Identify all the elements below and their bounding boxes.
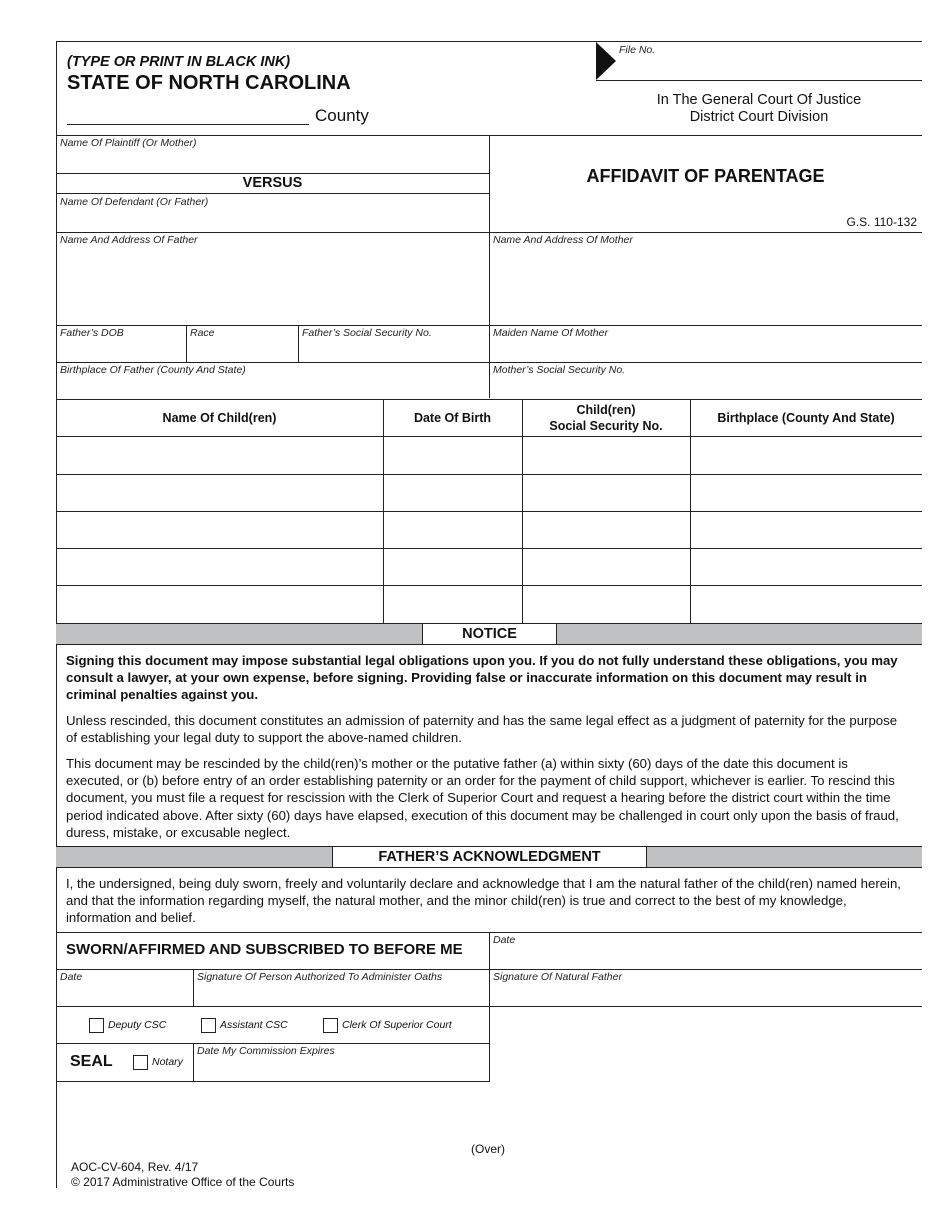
county-field-line[interactable] — [67, 124, 309, 125]
notice-paragraph-3: This document may be rescinded by the child(ren)’s mother or the putative father (a) within sixty (60) days of the date this document is executed, or (b) before entry of an order establishing paternity or an order for the payment of child support, whichever is earlier. To rescind this document, you must file a request for rescission with the Clerk of Superior Court and request a hearing before the district court within the time period indicated above. After sixty (60) days have elapsed, execution of this document may be challenged in court only upon the basis of fraud, duress, mistake, or excusable neglect. — [66, 756, 899, 840]
mother-ssn-label: Mother’s Social Security No. — [493, 364, 626, 376]
plaintiff-line — [56, 173, 489, 174]
seal-label: SEAL — [70, 1053, 113, 1070]
header-date-of-birth: Date Of Birth — [413, 411, 492, 425]
table-row-line — [56, 548, 922, 549]
form-number: AOC-CV-604, Rev. 4/17 — [71, 1160, 199, 1174]
notice-title: NOTICE — [422, 624, 557, 644]
file-no-label: File No. — [619, 44, 656, 56]
parents-top-line — [56, 232, 922, 233]
race-ssn-divider — [298, 325, 299, 362]
statute-reference: G.S. 110-132 — [846, 215, 917, 229]
state-title: STATE OF NORTH CAROLINA — [67, 72, 351, 94]
father-name-address-label: Name And Address Of Father — [60, 234, 198, 246]
right-date-label: Date — [493, 934, 516, 946]
table-top-line — [56, 399, 922, 400]
plaintiff-label: Name Of Plaintiff (Or Mother) — [60, 137, 197, 149]
date-label: Date — [60, 971, 83, 983]
seal-divider — [193, 1043, 194, 1081]
court-line-1: In The General Court Of Justice — [656, 92, 862, 108]
left-border — [56, 41, 57, 1188]
notice-bold-paragraph: Signing this document may impose substantial legal obligations upon you. If you do not fully understand these obligations, you may consult a lawyer, at your own expense, before signing. Providing false or inaccurate information on this document may result in criminal penalties against you. — [66, 653, 898, 703]
dob-race-divider — [186, 325, 187, 362]
over-label: (Over) — [471, 1142, 505, 1156]
deputy-csc-checkbox[interactable] — [89, 1018, 104, 1033]
acknowledgment-text: I, the undersigned, being duly sworn, freely and voluntarily declare and acknowledge that I am the natural father of the child(ren) named herein, and that the information regarding myself, the natural mother, and the minor child(ren) is true and correct to the best of my knowledge, information and belief. — [66, 876, 901, 926]
clerk-checkbox[interactable] — [323, 1018, 338, 1033]
deputy-csc-label: Deputy CSC — [108, 1019, 167, 1031]
notary-checkbox[interactable] — [133, 1055, 148, 1070]
mother-name-address-label: Name And Address Of Mother — [493, 234, 633, 246]
table-row-line — [56, 474, 922, 475]
notary-label: Notary — [152, 1056, 183, 1068]
acknowledgment-title: FATHER’S ACKNOWLEDGMENT — [332, 847, 647, 867]
mother-maiden-label: Maiden Name Of Mother — [493, 327, 608, 339]
form-title: AFFIDAVIT OF PARENTAGE — [586, 166, 825, 186]
type-or-print-instruction: (TYPE OR PRINT IN BLACK INK) — [67, 54, 291, 70]
father-birthplace-label: Birthplace Of Father (County And State) — [60, 364, 246, 376]
sworn-heading: SWORN/AFFIRMED AND SUBSCRIBED TO BEFORE ME — [66, 941, 463, 958]
checkbox-row-line — [56, 1006, 922, 1007]
assistant-csc-checkbox[interactable] — [201, 1018, 216, 1033]
birthplace-line — [56, 362, 922, 363]
table-row-line — [56, 585, 922, 586]
race-label: Race — [190, 327, 215, 339]
table-row-line — [56, 511, 922, 512]
versus-line — [56, 193, 489, 194]
file-no-field-line[interactable] — [596, 80, 922, 81]
assistant-csc-label: Assistant CSC — [220, 1019, 288, 1031]
clerk-label: Clerk Of Superior Court — [342, 1019, 452, 1031]
copyright: © 2017 Administrative Office of the Courts — [71, 1175, 295, 1189]
versus-label: VERSUS — [242, 175, 303, 191]
defendant-label: Name Of Defendant (Or Father) — [60, 196, 209, 208]
header-children-ssn-line1: Child(ren) — [576, 403, 636, 417]
header-children-ssn-line2: Social Security No. — [549, 419, 663, 433]
notice-paragraph-2: Unless rescinded, this document constitutes an admission of paternity and has the same legal effect as a judgment of paternity for the purpose of establishing your legal duty to support the above-named children. — [66, 713, 898, 746]
county-label: County — [315, 106, 369, 125]
top-border — [56, 41, 922, 42]
date-divider — [193, 969, 194, 1006]
seal-bottom-line — [56, 1081, 490, 1082]
table-row-line — [56, 436, 922, 437]
commission-expires-label: Date My Commission Expires — [197, 1045, 335, 1057]
father-ssn-label: Father’s Social Security No. — [302, 327, 432, 339]
header-birthplace: Birthplace (County And State) — [717, 411, 895, 425]
header-name-of-children: Name Of Child(ren) — [162, 411, 277, 425]
signature-authorized-label: Signature Of Person Authorized To Administer Oaths — [197, 971, 443, 983]
father-dob-label: Father’s DOB — [60, 327, 124, 339]
file-no-arrow-icon — [596, 42, 616, 80]
court-line-2: District Court Division — [689, 109, 829, 125]
signature-father-label: Signature Of Natural Father — [493, 971, 622, 983]
date-signature-line — [56, 969, 922, 970]
seal-row-line — [56, 1043, 490, 1044]
